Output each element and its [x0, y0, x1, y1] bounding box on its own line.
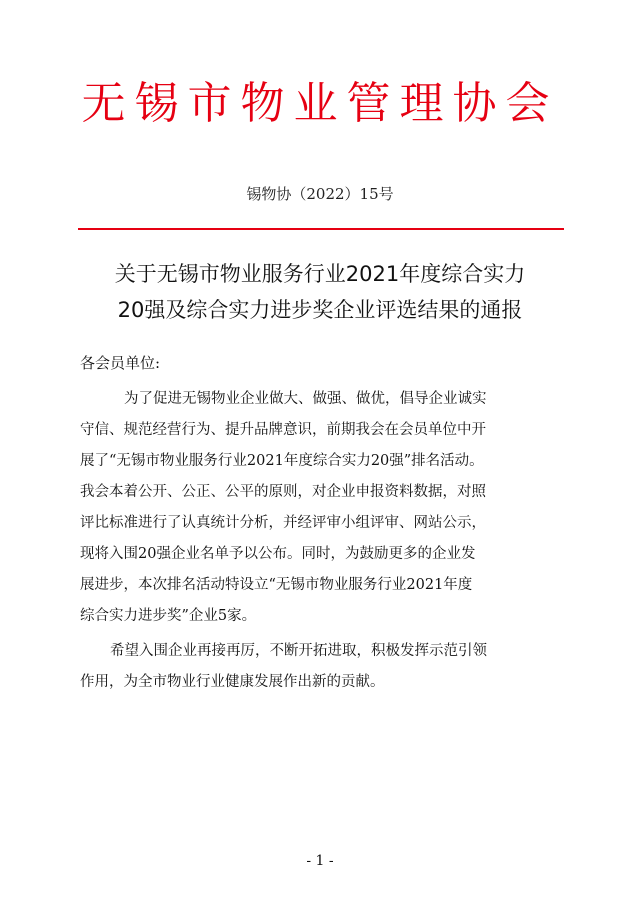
paragraph-line: 综合实力进步奖”企业5家。	[80, 608, 257, 624]
red-divider-line	[78, 228, 564, 230]
paragraph-line: 守信、规范经营行为、提升品牌意识，前期我会在会员单位中开	[80, 422, 486, 438]
notice-title-line-1: 关于无锡市物业服务行业2021年度综合实力	[114, 262, 526, 286]
paragraph-line: 为了促进无锡物业企业做大、做强、做优，倡导企业诚实	[124, 391, 487, 407]
paragraph-line: 希望入围企业再接再厉，不断开拓进取，积极发挥示范引领	[110, 643, 487, 659]
paragraph-1	[80, 384, 564, 632]
paragraph-line: 现将入围20强企业名单予以公布。同时，为鼓励更多的企业发	[80, 546, 476, 562]
paragraph-line: 展进步，本次排名活动特设立“无锡市物业服务行业2021年度	[80, 577, 473, 593]
paragraph-line: 我会本着公开、公正、公平的原则，对企业申报资料数据，对照	[80, 484, 486, 500]
page-number: - 1 -	[306, 853, 334, 869]
paragraph-line: 评比标准进行了认真统计分析，并经评审小组评审、网站公示，	[80, 515, 486, 531]
notice-title-line-2: 20强及综合实力进步奖企业评选结果的通报	[117, 298, 523, 322]
paragraph-line: 作用，为全市物业行业健康发展作出新的贡献。	[80, 674, 385, 690]
paragraph-2	[80, 636, 564, 698]
organization-title: 无锡市物业管理协会	[81, 78, 559, 129]
notice-title	[60, 256, 580, 328]
paragraph-line: 展了“无锡市物业服务行业2021年度综合实力20强”排名活动。	[80, 453, 484, 469]
body-text	[80, 384, 564, 698]
document-number: 锡物协（2022）15号	[246, 185, 394, 203]
salutation: 各会员单位:	[80, 354, 161, 372]
